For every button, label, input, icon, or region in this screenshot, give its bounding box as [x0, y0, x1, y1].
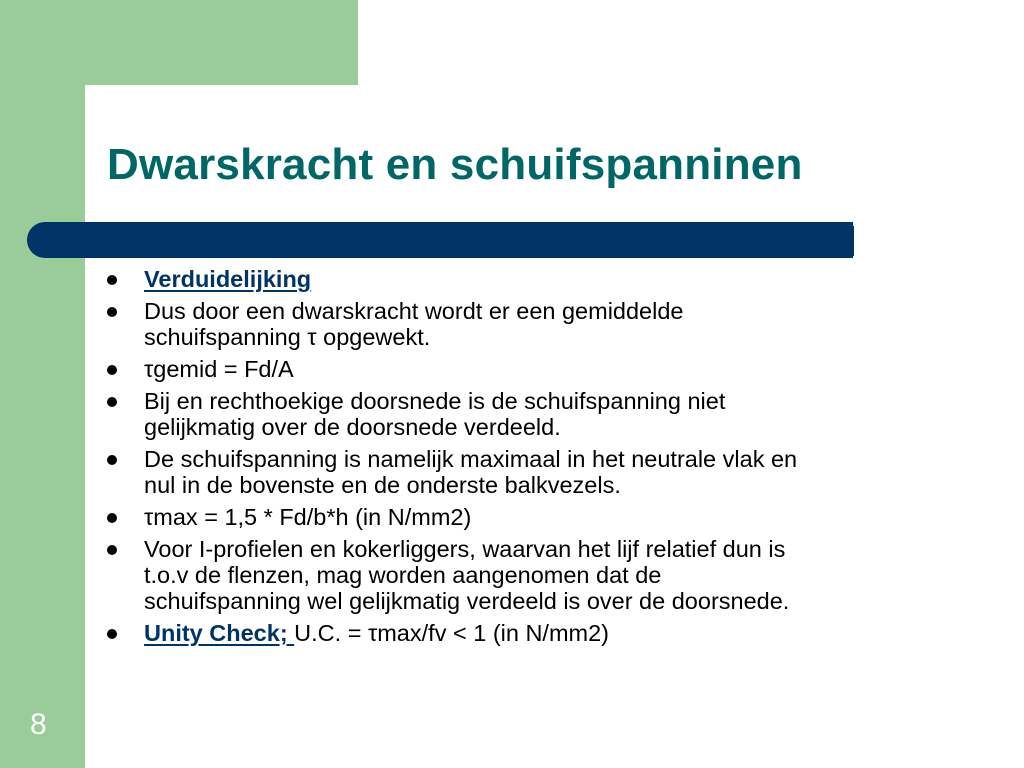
- bullet-item: [104, 446, 984, 498]
- bullet-dot-icon: [107, 545, 117, 555]
- bullet-dot-icon: [107, 397, 117, 407]
- unity-check-label: Unity Check;: [144, 620, 295, 646]
- bullet-dot-icon: [107, 307, 117, 317]
- bullet-text: Voor I-profielen en kokerliggers, waarvan het lijf relatief dun is: [144, 536, 786, 562]
- bullet-dot-icon: [107, 629, 117, 639]
- green-side-band: [0, 0, 85, 768]
- bullet-text: schuifspanning wel gelijkmatig verdeeld is over de doorsnede.: [144, 588, 790, 614]
- bullet-text: De schuifspanning is namelijk maximaal in het neutrale vlak en: [144, 446, 798, 472]
- page-number: 8: [30, 708, 47, 741]
- bullet-item: [104, 536, 984, 614]
- bullet-text: nul in de bovenste en de onderste balkvezels.: [144, 472, 621, 498]
- bullet-text: U.C. = τmax/fv < 1 (in N/mm2): [294, 620, 610, 646]
- bullet-text: t.o.v de flenzen, mag worden aangenomen dat de: [144, 562, 662, 588]
- bullet-dot-icon: [107, 513, 117, 523]
- bullet-text: τgemid = Fd/A: [144, 356, 294, 382]
- bullet-text: gelijkmatig over de doorsnede verdeeld.: [144, 414, 561, 440]
- title-underline-bar: [27, 222, 853, 258]
- bullet-text: Bij en rechthoekige doorsnede is de schuifspanning niet: [144, 388, 726, 414]
- bullet-dot-icon: [107, 365, 117, 375]
- green-top-band: [0, 0, 358, 85]
- bullet-dot-icon: [107, 455, 117, 465]
- bullet-item: [104, 356, 984, 382]
- bullet-item: [104, 388, 984, 440]
- bullet-text: Verduidelijking: [144, 266, 312, 292]
- bullet-dot-icon: [107, 275, 117, 285]
- bullet-item: [104, 298, 984, 350]
- bullet-text: schuifspanning τ opgewekt.: [144, 324, 431, 350]
- bullet-item: [104, 504, 984, 530]
- slide-title: Dwarskracht en schuifspanninen: [107, 140, 803, 189]
- bullet-text: Dus door een dwarskracht wordt er een gemiddelde: [144, 298, 684, 324]
- title-underline-bar-end: [846, 226, 854, 256]
- bullet-list: [104, 266, 984, 652]
- bullet-item: [104, 620, 984, 646]
- bullet-text: τmax = 1,5 * Fd/b*h (in N/mm2): [144, 504, 472, 530]
- bullet-item: [104, 266, 984, 292]
